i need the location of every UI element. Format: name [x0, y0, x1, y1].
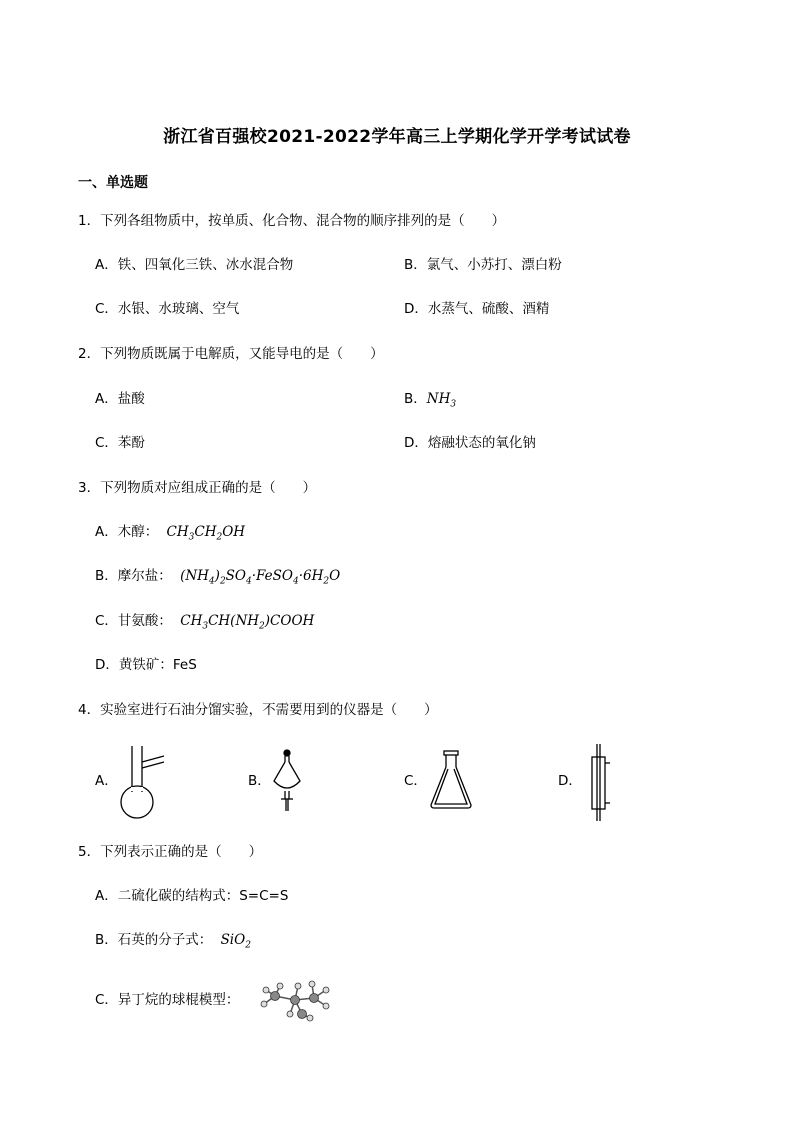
- q2-option-b-formula: $NH_3$: [426, 391, 457, 410]
- q4-option-c-label: C．: [404, 773, 427, 789]
- q3-option-b: [95, 567, 340, 591]
- q5-stem: 5．下列表示正确的是（ ）: [78, 844, 263, 860]
- page-title: 浙江省百强校2021-2022学年高三上学期化学开学考试试卷: [163, 127, 631, 147]
- q2-option-a: A．盐酸: [95, 391, 145, 407]
- q2-option-c: C．苯酚: [95, 435, 145, 451]
- conical-flask-icon: [428, 749, 474, 811]
- q3-option-a: [95, 523, 245, 547]
- q4-option-b-label: B．: [248, 773, 271, 789]
- separatory-funnel-icon: [270, 749, 304, 815]
- q5-option-b-label: B．石英的分子式：: [95, 932, 213, 948]
- distillation-flask-icon: [118, 744, 170, 820]
- q2-option-b-label: B．: [404, 391, 427, 407]
- condenser-icon: [585, 743, 615, 823]
- q3-option-a-label: A．木醇：: [95, 524, 159, 540]
- q2-option-d: D．熔融状态的氧化钠: [404, 435, 536, 451]
- q1-option-b: B．氯气、小苏打、漂白粉: [404, 257, 562, 273]
- ball-stick-model-icon: [258, 978, 334, 1024]
- q5-option-b-formula: SiO$_2$: [220, 932, 251, 951]
- q5-option-b: [95, 931, 251, 955]
- q3-option-c-label: C．甘氨酸：: [95, 613, 172, 629]
- q2-stem: 2．下列物质既属于电解质，又能导电的是（ ）: [78, 346, 384, 362]
- q1-stem: 1．下列各组物质中，按单质、化合物、混合物的顺序排列的是（ ）: [78, 213, 506, 229]
- q3-option-b-formula: $(NH_4)_2SO_4\cdot FeSO_4\cdot 6H_2O$: [180, 568, 341, 587]
- q3-option-c: [95, 612, 314, 636]
- q1-option-c: C．水银、水玻璃、空气: [95, 301, 240, 317]
- q4-stem: 4．实验室进行石油分馏实验，不需要用到的仪器是（ ）: [78, 702, 438, 718]
- q4-option-a-label: A．: [95, 773, 118, 789]
- q3-option-a-formula: $CH_3CH_2OH$: [166, 524, 246, 543]
- q3-option-b-label: B．摩尔盐：: [95, 568, 172, 584]
- q5-option-a: A．二硫化碳的结构式：S=C=S: [95, 888, 289, 904]
- q1-option-d: D．水蒸气、硫酸、酒精: [404, 301, 550, 317]
- q1-option-a: A．铁、四氧化三铁、冰水混合物: [95, 257, 294, 273]
- q3-option-c-formula: $CH_3CH(NH_2)COOH$: [180, 613, 315, 632]
- q3-option-d: D．黄铁矿：FeS: [95, 657, 197, 673]
- q2-option-b: [404, 390, 456, 414]
- q4-option-d-label: D．: [558, 773, 582, 789]
- q3-stem: 3．下列物质对应组成正确的是（ ）: [78, 480, 317, 496]
- section-heading: 一、单选题: [78, 175, 148, 191]
- q5-option-c-label: C．异丁烷的球棍模型：: [95, 992, 240, 1008]
